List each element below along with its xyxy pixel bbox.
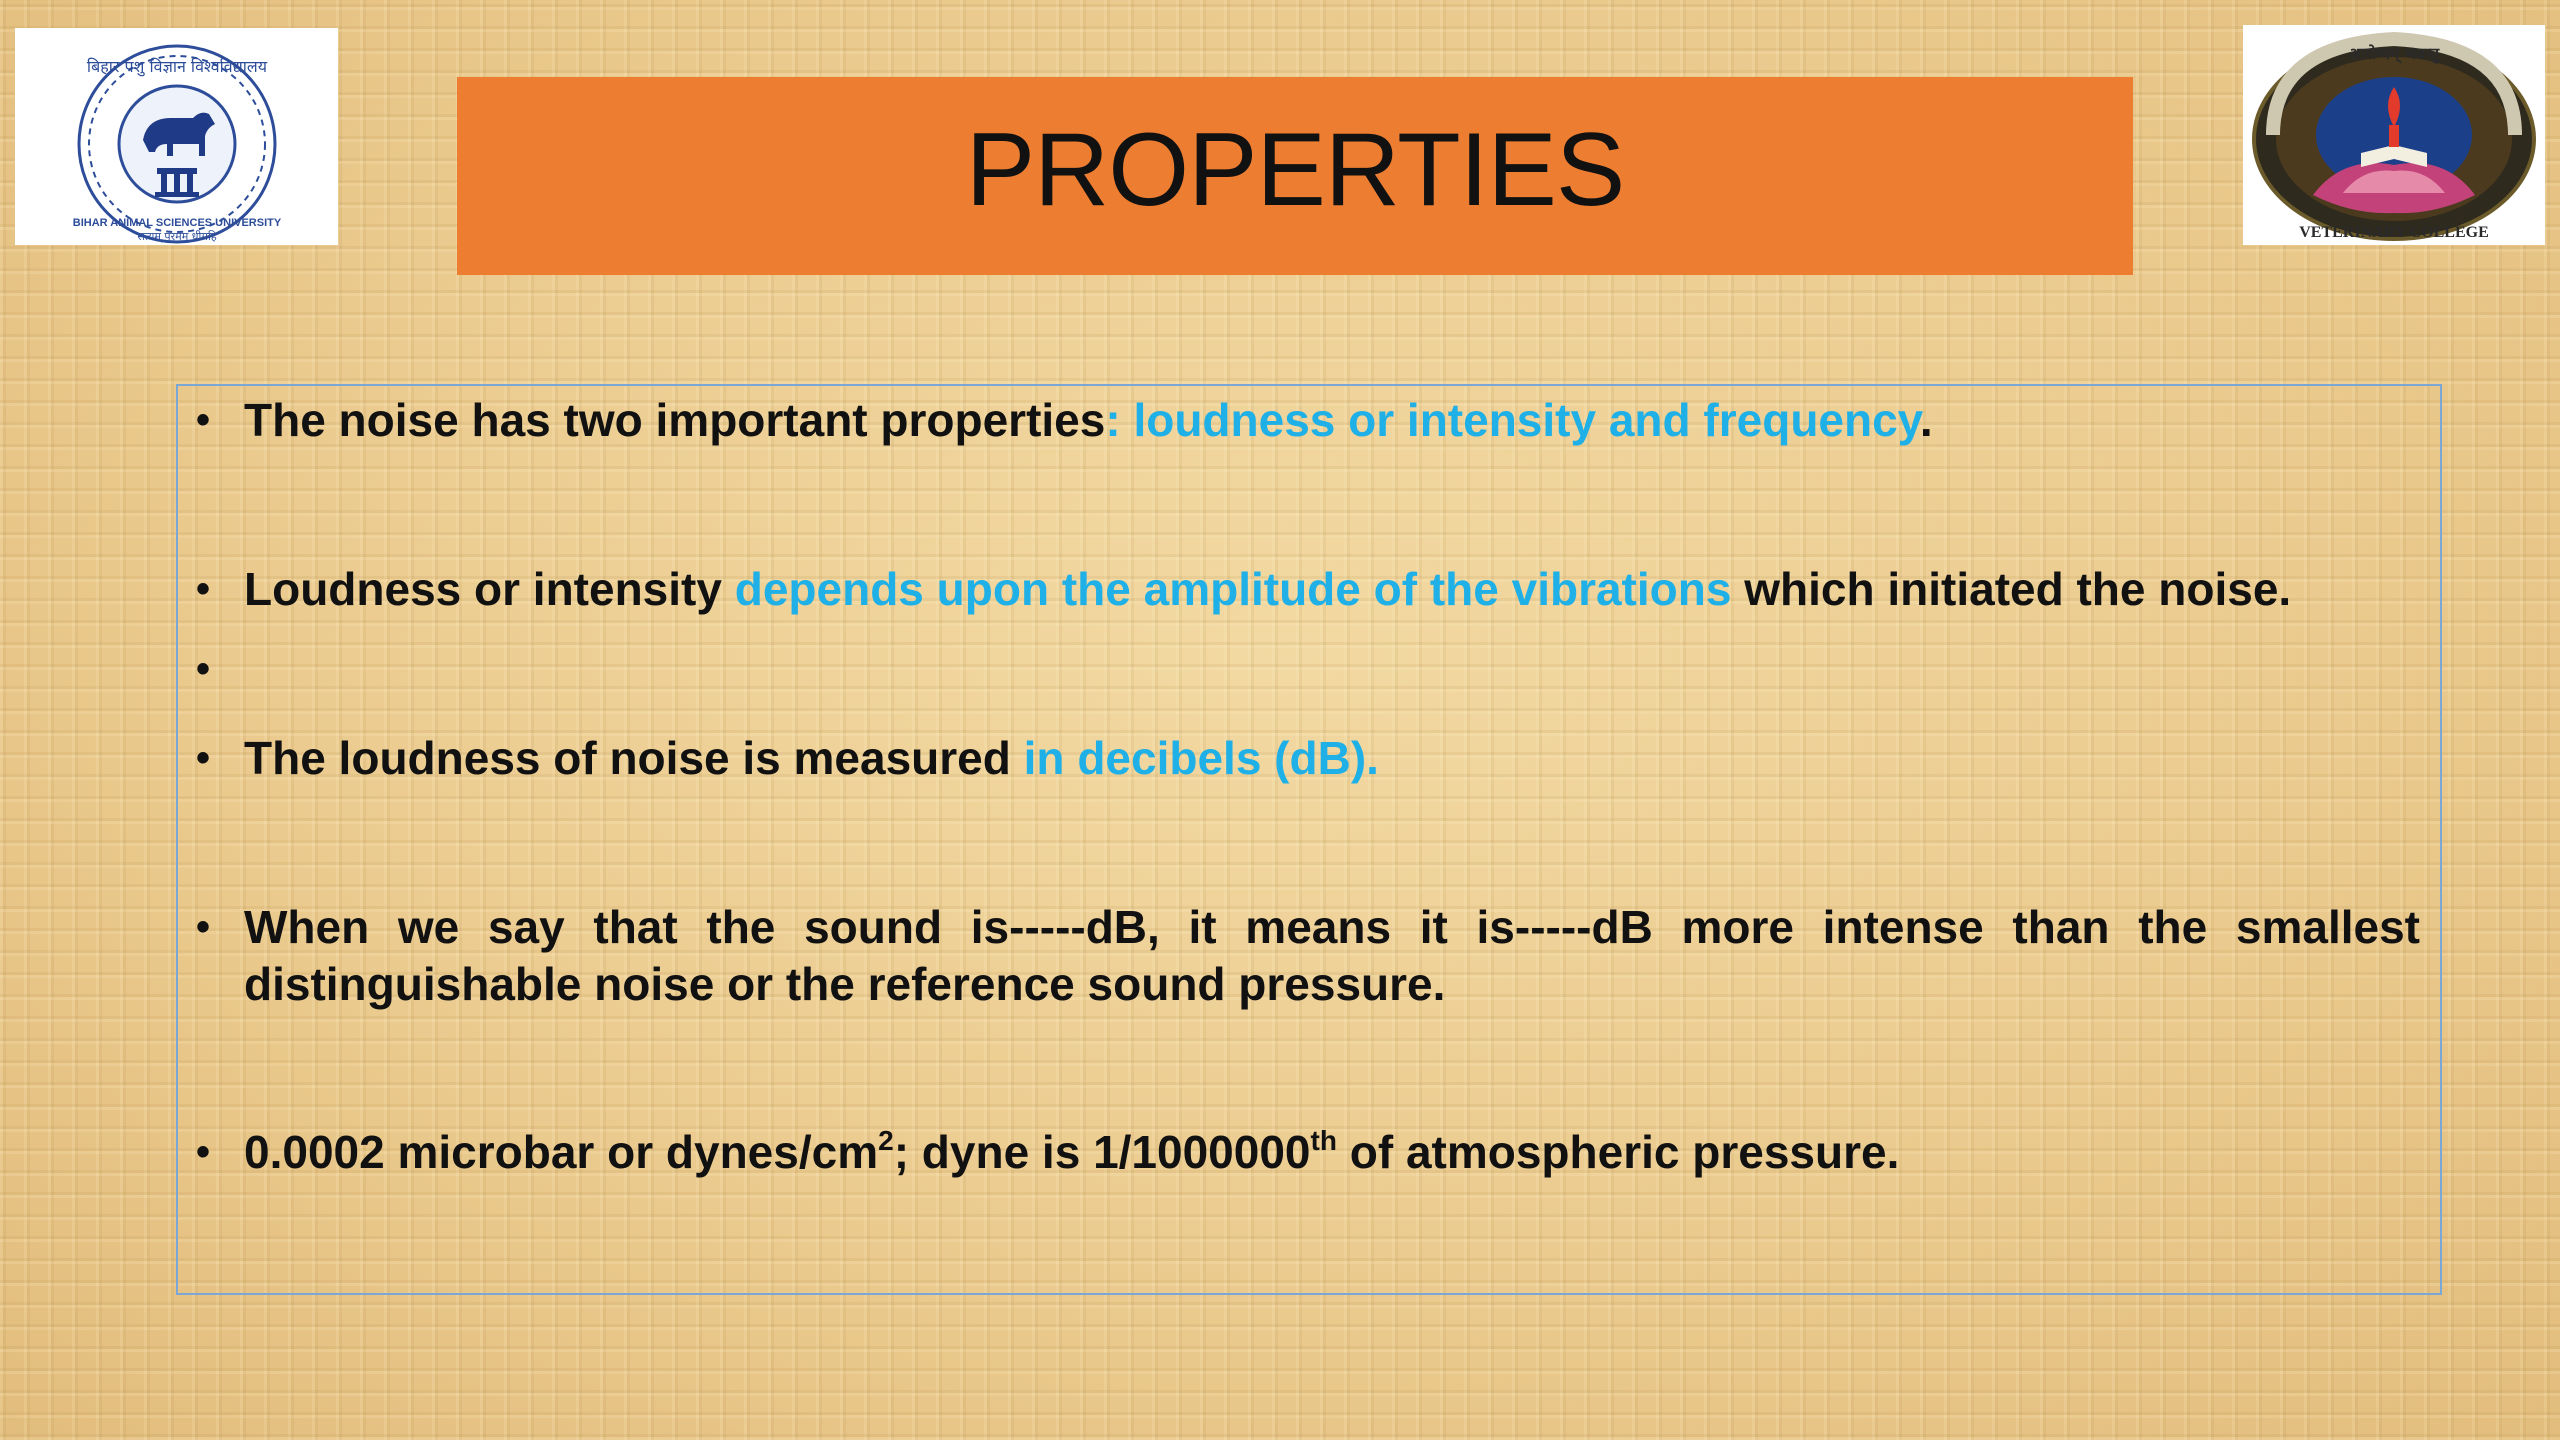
university-seal-icon [15,28,338,245]
university-logo [15,28,338,245]
logo-left-motto: सत्यम् परमम् धीमहि [137,230,217,243]
bullet-text-part: ; dyne is 1/1000000 [893,1126,1311,1178]
college-emblem-icon [2243,25,2545,245]
bullet-dot-icon: • [196,398,211,442]
bullet-highlight: depends upon the amplitude of the vibrations [734,563,1732,615]
college-logo [2243,25,2545,245]
bullet-text [244,561,2420,618]
bullet-text [244,730,2420,787]
bullet-text-part: of atmospheric pressure. [1336,1126,1900,1178]
slide-title: PROPERTIES [965,111,1625,228]
bullet-text-part: The loudness of noise is measured [244,732,1024,784]
logo-right-text-top: आरोग्यम् भवन्तु [2348,44,2440,63]
bullet-dot-icon: • [196,567,211,611]
superscript: th [1310,1124,1337,1156]
bullet-text [244,1124,2420,1181]
logo-left-text-bottom: BIHAR ANIMAL SCIENCES UNIVERSITY [72,217,282,229]
bullet-text [244,392,2420,449]
title-banner [457,77,2133,275]
bullet-dot-icon: • [196,1130,211,1174]
bullet-dot-icon: • [196,647,211,691]
bullet-text-part: 0.0002 microbar or dynes/cm [244,1126,879,1178]
bullet-text-part: Loudness or intensity [244,563,735,615]
logo-right-text-bottom: VETERINARY COLLEGE [2299,224,2489,241]
bullet-text-part: . [1919,394,1933,446]
bullet-text-part: The noise has two important properties [244,394,1106,446]
superscript: 2 [878,1124,894,1156]
content-box [176,384,2442,1295]
bullet-dot-icon: • [196,736,211,780]
bullet-highlight: in decibels (dB). [1023,732,1379,784]
bullet-text-part: which initiated the noise. [1731,563,2292,615]
bullet-dot-icon: • [196,905,211,949]
bullet-text: When we say that the sound is-----dB, it means it is-----dB more intense than the smallest distinguishable noise or the reference sound pressure. [244,901,2420,1010]
bullet-highlight: : loudness or intensity and frequency [1105,394,1920,446]
logo-left-text-top: बिहार पशु विज्ञान विश्वविद्यालय [86,57,268,76]
